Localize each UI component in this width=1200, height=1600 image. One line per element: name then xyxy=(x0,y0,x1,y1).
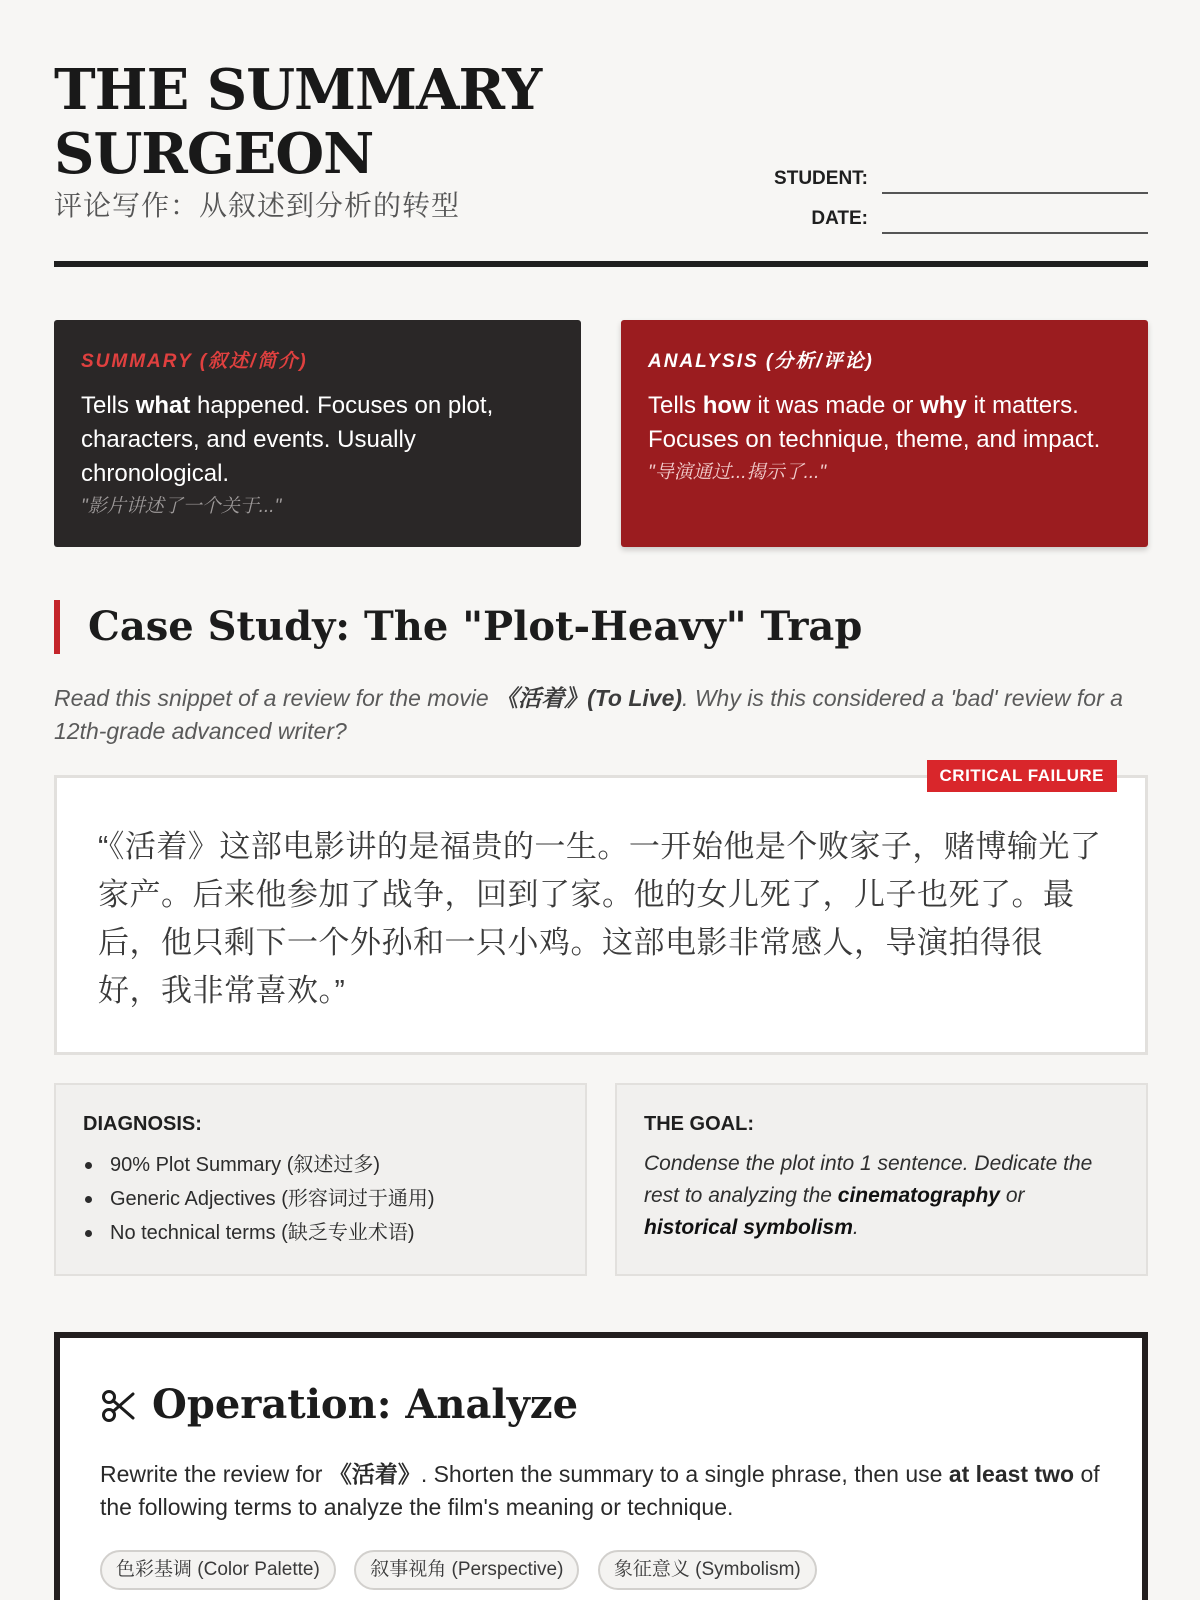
section-accent-bar xyxy=(54,600,60,654)
analysis-text-start: Tells xyxy=(648,392,703,419)
operation-panel xyxy=(54,1332,1148,1600)
goal-text-middle: or xyxy=(1000,1184,1025,1207)
student-row xyxy=(768,160,1148,200)
header-divider xyxy=(54,261,1148,267)
summary-card-label: SUMMARY (叙述/简介) xyxy=(81,351,308,372)
date-field[interactable] xyxy=(882,232,1148,234)
date-row xyxy=(768,200,1148,240)
analysis-text-emphasis-why: why xyxy=(920,392,967,419)
analysis-text-emphasis-how: how xyxy=(702,392,751,419)
term-chip-perspective: 叙事视角 (Perspective) xyxy=(354,1550,579,1590)
goal-title: THE GOAL: xyxy=(644,1113,754,1135)
summary-card-example: "影片讲述了一个关于..." xyxy=(81,496,282,517)
operation-text-end: of the following terms to analyze the film's meaning or technique. xyxy=(100,1461,1100,1520)
student-label: STUDENT: xyxy=(774,168,868,189)
term-chip-color-palette: 色彩基调 (Color Palette) xyxy=(100,1550,336,1590)
analysis-card-example: "导演通过...揭示了..." xyxy=(648,462,827,483)
case-study-title: Case Study: The "Plot-Heavy" Trap xyxy=(88,603,863,650)
goal-term-symbolism: historical symbolism xyxy=(644,1216,853,1239)
goal-text xyxy=(644,1148,1120,1244)
goal-text-start: Condense the plot into 1 sentence. Dedicate the rest to analyzing the xyxy=(644,1152,1093,1207)
goal-box xyxy=(615,1083,1148,1276)
student-name-field[interactable] xyxy=(882,192,1148,194)
analysis-card-text xyxy=(648,389,1122,457)
diagnosis-item-text: Generic Adjectives (形容词过于通用) xyxy=(110,1188,435,1210)
title-line-1: THE SUMMARY xyxy=(54,57,542,123)
summary-card-text xyxy=(81,389,555,491)
operation-text-emphasis: at least two xyxy=(948,1461,1075,1487)
diagnosis-item-text: 90% Plot Summary (叙述过多) xyxy=(110,1154,381,1176)
summary-text-end: happened. Focuses on plot, characters, and events. Usually chronological. xyxy=(81,392,494,487)
diagnosis-list xyxy=(83,1148,559,1250)
goal-text-end: . xyxy=(852,1216,859,1239)
case-study-heading xyxy=(54,600,1148,654)
scissors-icon xyxy=(100,1388,136,1424)
student-info xyxy=(768,160,1148,240)
operation-title: Operation: Analyze xyxy=(152,1381,579,1428)
term-chip-symbolism: 象征意义 (Symbolism) xyxy=(598,1550,817,1590)
intro-text-start: Read this snippet of a review for the movie xyxy=(54,685,496,711)
diagnosis-item xyxy=(83,1182,559,1216)
analysis-card xyxy=(621,320,1148,547)
analysis-text-middle: it was made or xyxy=(750,392,921,419)
summary-text-emphasis: what xyxy=(135,392,191,419)
page-subtitle: 评论写作：从叙述到分析的转型 xyxy=(54,190,461,221)
goal-term-cinematography: cinematography xyxy=(837,1184,1000,1207)
diagnosis-title: DIAGNOSIS: xyxy=(83,1113,202,1135)
bullet-icon xyxy=(85,1196,92,1203)
intro-text-end: . Why is this considered a 'bad' review for a 12th-grade advanced writer? xyxy=(54,685,1123,744)
summary-card xyxy=(54,320,581,547)
review-snippet-box xyxy=(54,766,1148,1055)
operation-heading xyxy=(100,1380,1102,1440)
worksheet-page xyxy=(54,0,1148,1600)
operation-text-start: Rewrite the review for xyxy=(100,1461,329,1487)
diagnosis-item xyxy=(83,1148,559,1182)
case-study-intro xyxy=(54,682,1148,748)
critical-failure-badge: CRITICAL FAILURE xyxy=(927,760,1117,792)
diagnosis-item xyxy=(83,1216,559,1250)
operation-text-middle: . Shorten the summary to a single phrase, then use xyxy=(420,1461,949,1487)
date-label: DATE: xyxy=(811,208,868,229)
operation-instructions xyxy=(100,1458,1102,1524)
analysis-text-end: it matters. Focuses on technique, theme, and impact. xyxy=(648,392,1101,453)
term-chips xyxy=(100,1550,1102,1590)
bullet-icon xyxy=(85,1230,92,1237)
review-snippet-text: “《活着》这部电影讲的是福贵的一生。一开始他是个败家子，赌博输光了家产。后来他参加了战争，回到了家。他的女儿死了，儿子也死了。最后，他只剩下一个外孙和一只小鸡。这部电影非常感人，导演拍得很好，我非常喜欢。” xyxy=(98,829,1102,1008)
intro-movie-title: 《活着》(To Live) xyxy=(495,685,683,711)
operation-movie-title: 《活着》 xyxy=(328,1461,421,1487)
title-line-2: SURGEON xyxy=(54,121,374,187)
diagnosis-box xyxy=(54,1083,587,1276)
header xyxy=(54,56,1148,266)
summary-text-start: Tells xyxy=(81,392,136,419)
diagnosis-item-text: No technical terms (缺乏专业术语) xyxy=(110,1222,415,1244)
page-title xyxy=(54,58,574,186)
analysis-card-label: ANALYSIS (分析/评论) xyxy=(648,351,874,372)
bullet-icon xyxy=(85,1162,92,1169)
